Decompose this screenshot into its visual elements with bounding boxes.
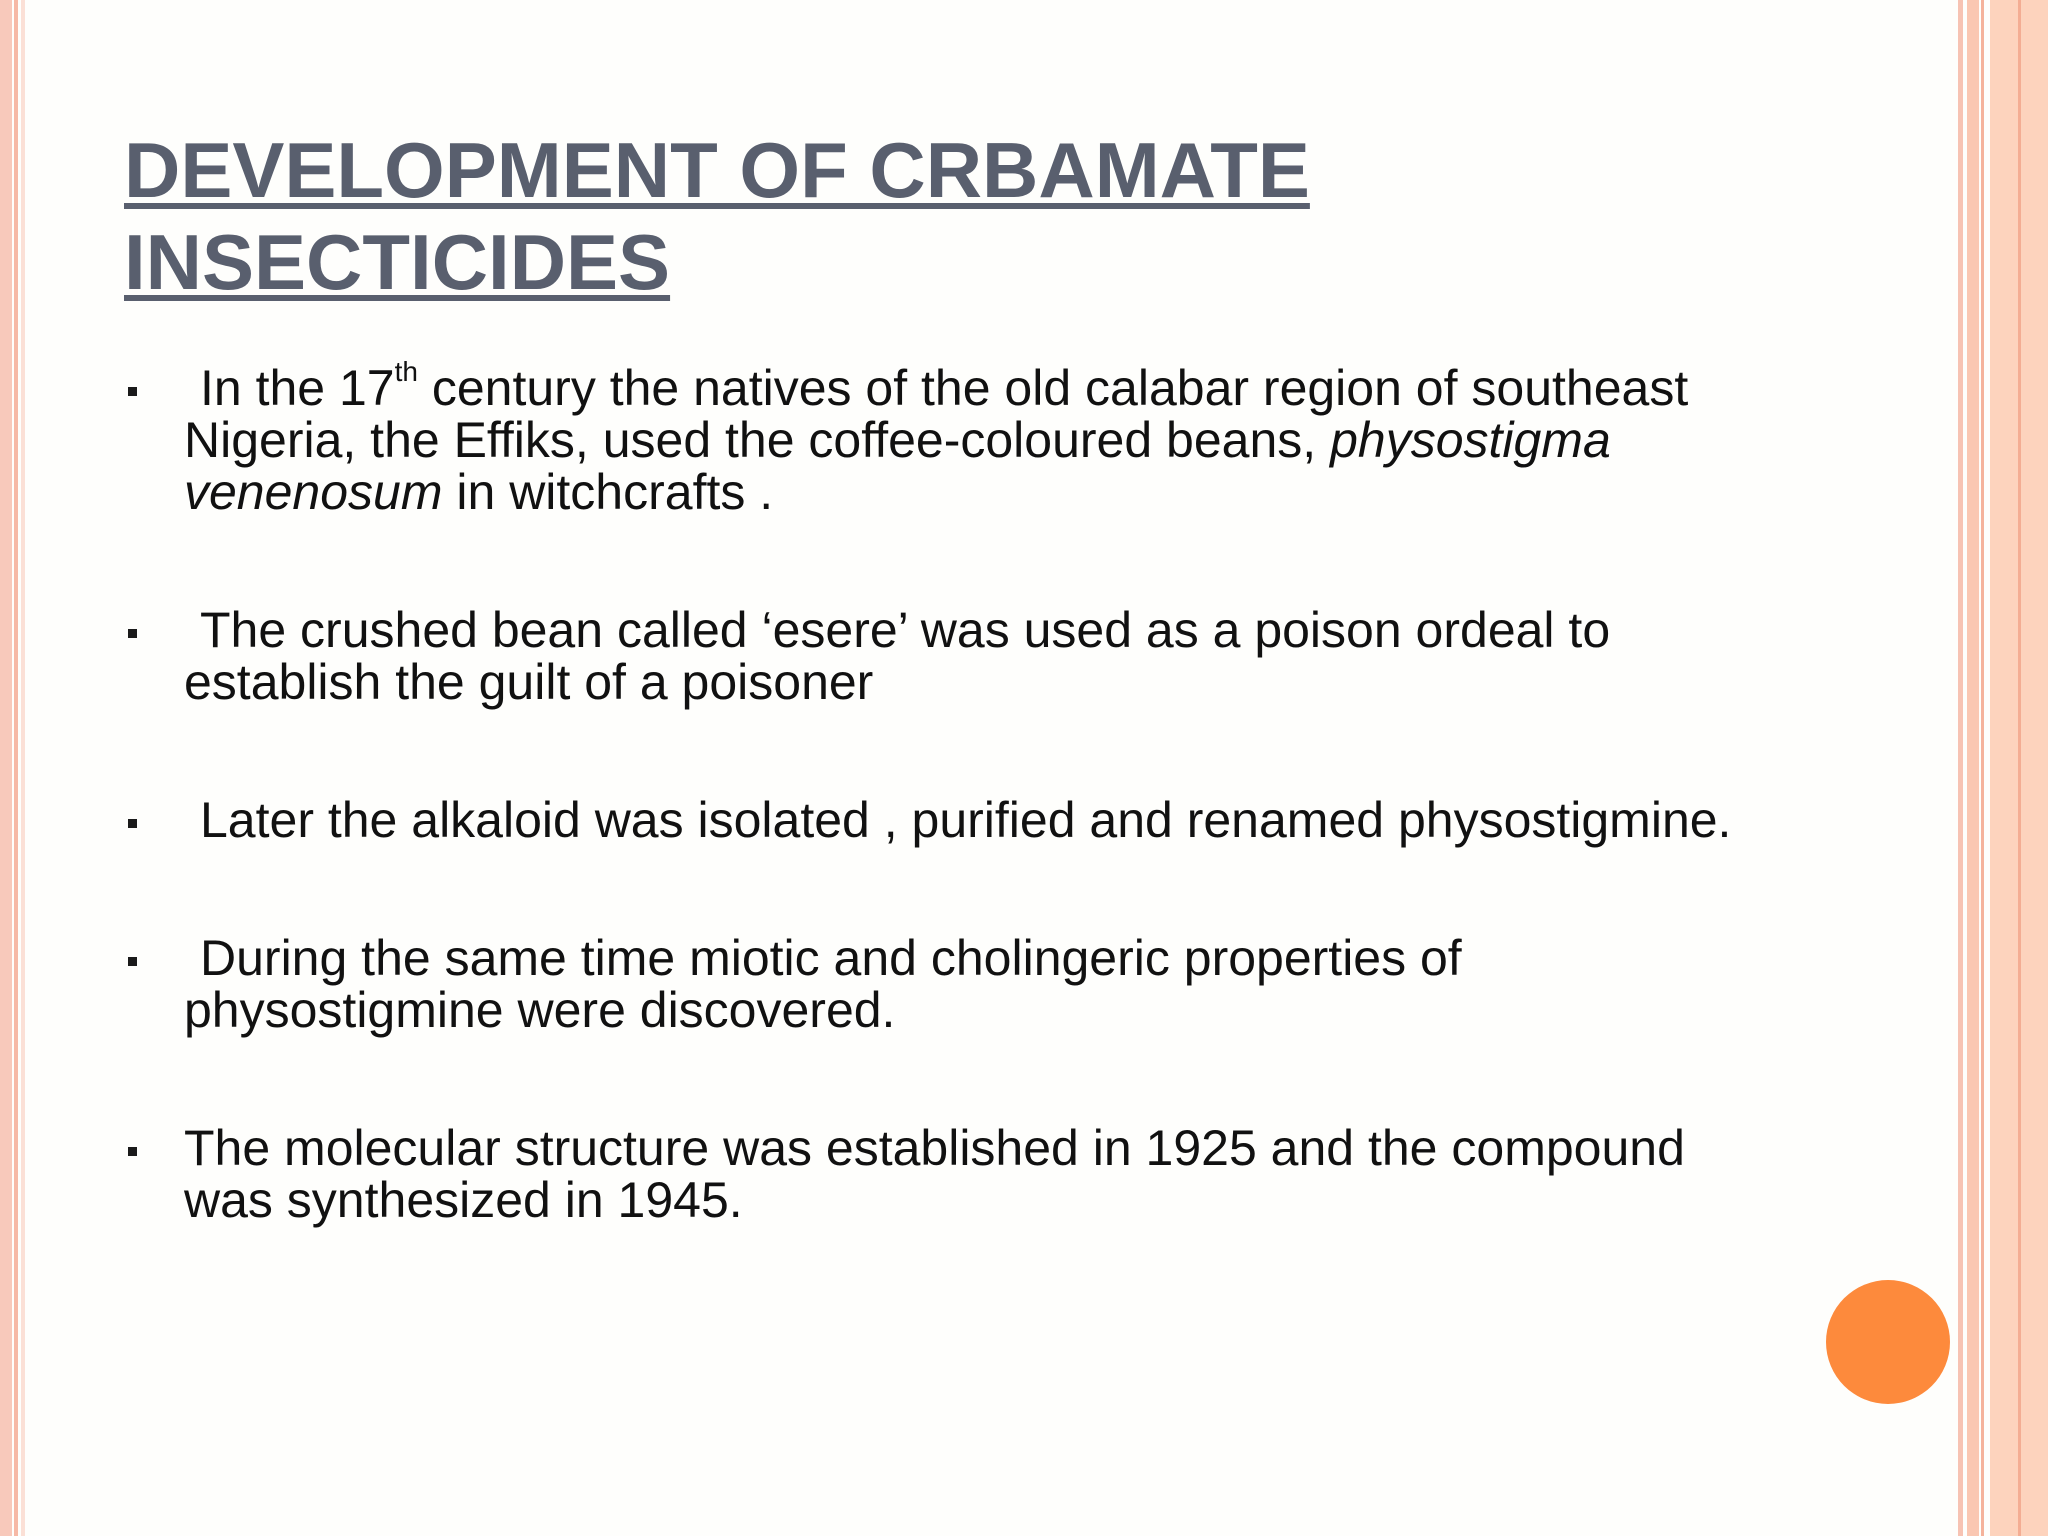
decorative-circle-icon [1826,1280,1950,1404]
bullet-marker-icon [128,629,137,638]
bullet-text: Later the alkaloid was isolated , purified and renamed physostigmine. [200,792,1732,848]
bullet-marker-icon [128,1147,137,1156]
species-name: physostigma venenosum [184,412,1611,520]
left-border-stripe [0,0,12,1536]
bullet-item [124,356,1764,520]
right-border-stripe [1981,0,1984,1536]
bullet-item [124,932,1764,1036]
bullet-text: In the 17 [200,360,395,416]
bullet-marker-icon [128,819,137,828]
right-border-stripe [1958,0,1963,1536]
bullet-text: During the same time miotic and cholingeric properties of physostigmine were discovered. [184,930,1462,1038]
left-border-stripe [21,0,25,1536]
bullet-item [124,1122,1764,1226]
bullet-marker-icon [128,957,137,966]
bullet-marker-icon [128,387,137,396]
bullet-text: century the natives of the old calabar region of southeast Nigeria, the Effiks, used the coffee-coloured beans, [184,360,1689,468]
bullet-item [124,604,1764,708]
right-border-stripe [1967,0,1979,1536]
bullet-list [124,356,1764,1312]
ordinal-suffix: th [394,356,418,388]
bullet-item [124,794,1764,846]
slide-title: DEVELOPMENT OF CRBAMATE INSECTICIDES [124,126,1310,306]
right-border-stripe [2018,0,2021,1536]
bullet-text: The molecular structure was established in 1925 and the compound was synthesized in 1945. [184,1120,1685,1228]
bullet-text: The crushed bean called ‘esere’ was used as a poison ordeal to establish the guilt of a poisoner [184,602,1611,710]
bullet-text: in witchcrafts . [442,464,774,520]
left-border-stripe [14,0,18,1536]
